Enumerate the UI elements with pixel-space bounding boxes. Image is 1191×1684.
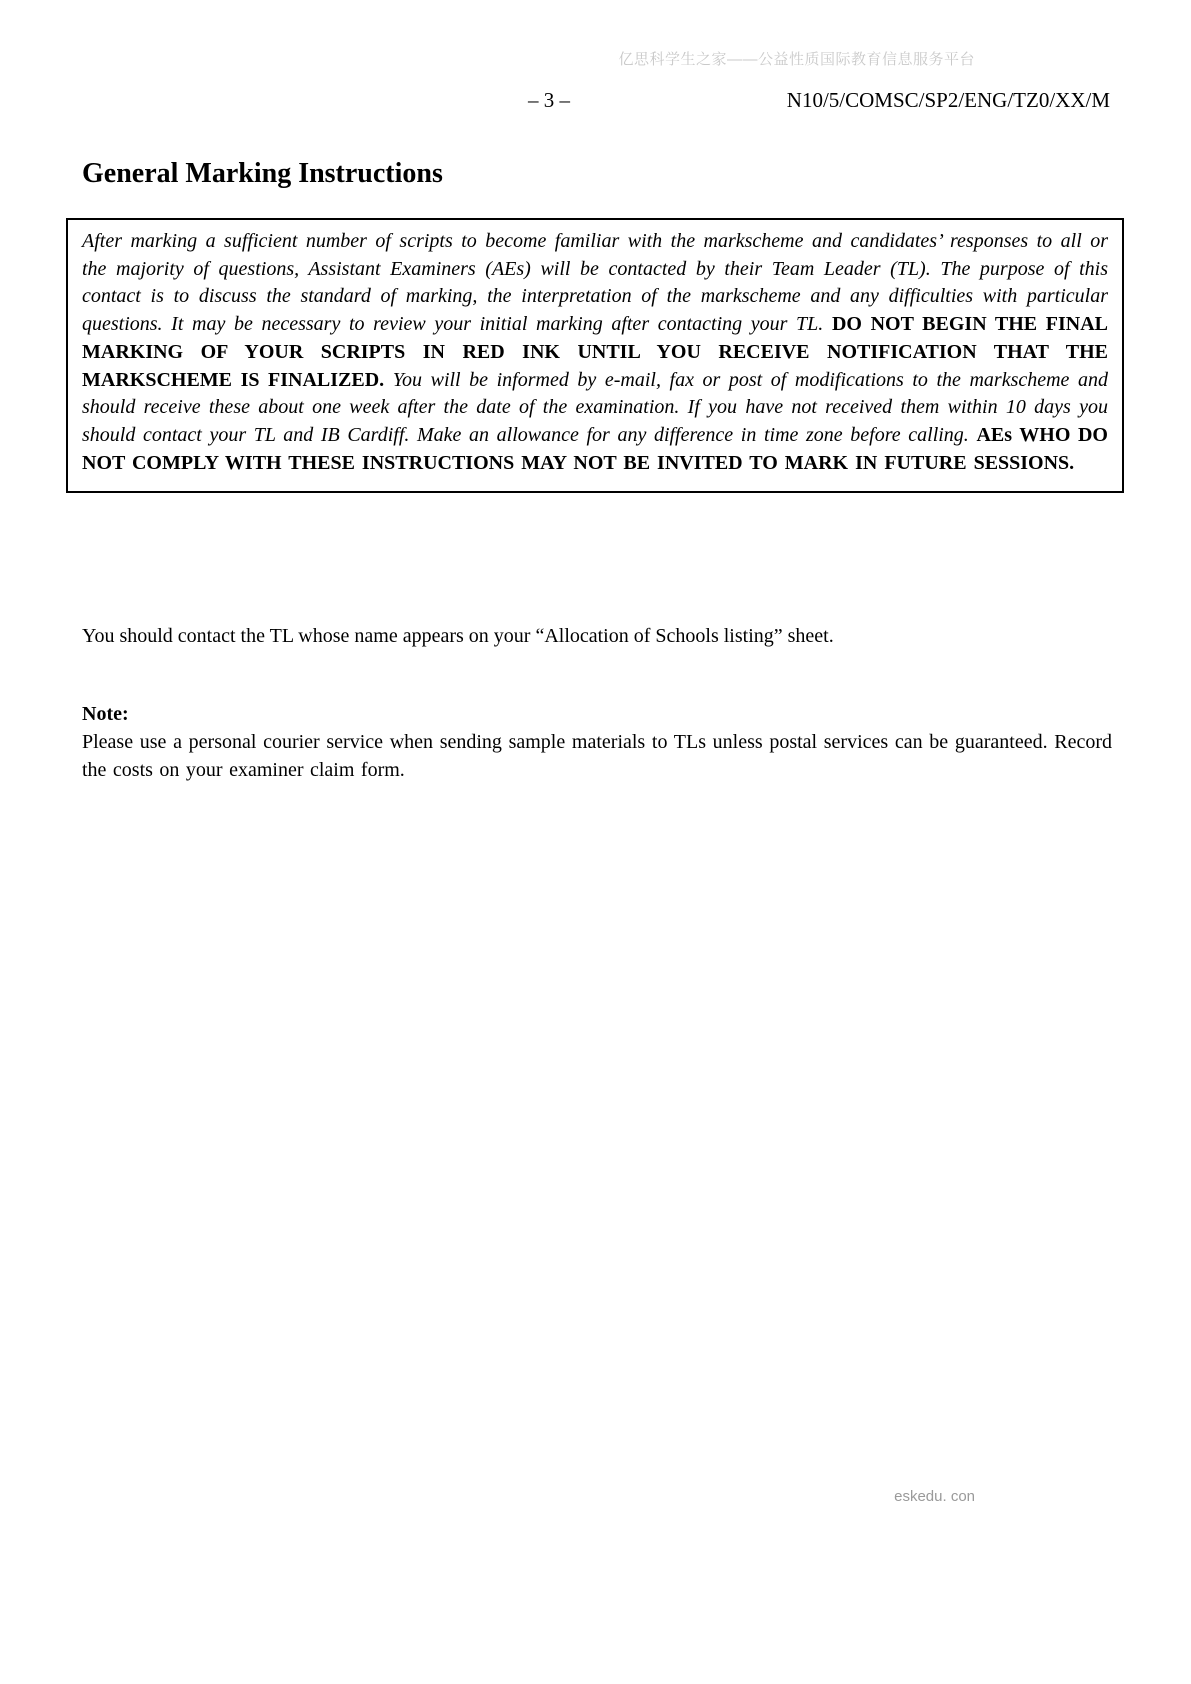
page-header (0, 88, 1191, 116)
contact-paragraph: You should contact the TL whose name appears on your “Allocation of Schools listing” sheet. (82, 625, 834, 647)
instructions-segment-bold-2: AEs WHO DO NOT COMPLY WITH THESE INSTRUCTIONS MAY NOT BE INVITED TO MARK IN FUTURE SESSIONS. (82, 423, 1108, 474)
page-title: General Marking Instructions (82, 158, 443, 189)
instructions-segment-italic-2: You will be informed by e-mail, fax or post of modifications to the markscheme and should receive these about one week after the date of the examination. If you have not received them within 10 days you should contact your TL and IB Cardiff. Make an allowance for any difference in time zone before calling. (82, 368, 1109, 446)
page-number: – 3 – (528, 88, 570, 112)
bottom-watermark: eskedu. con (894, 1488, 975, 1505)
note-paragraph: Please use a personal courier service when sending sample materials to TLs unless postal services can be guaranteed. Record the costs on your examiner claim form. (82, 731, 1112, 781)
top-watermark: 亿思科学生之家——公益性质国际教育信息服务平台 (618, 51, 975, 68)
instructions-segment-italic-1: After marking a sufficient number of scripts to become familiar with the markscheme and candidates’ responses to all or the majority of questions, Assistant Examiners (AEs) will be contacted by their Team Leader (TL). The purpose of this contact is to discuss the standard of marking, the interpretation of the markscheme and any difficulties with particular questions. It may be necessary to review your initial marking after contacting your TL. (82, 230, 1108, 336)
instructions-box (66, 218, 1124, 493)
note-label: Note: (82, 703, 129, 725)
paper-code: N10/5/COMSC/SP2/ENG/TZ0/XX/M (786, 88, 1110, 112)
instructions-segment-bold-1: DO NOT BEGIN THE FINAL MARKING OF YOUR SCRIPTS IN RED INK UNTIL YOU RECEIVE NOTIFICATION THAT THE MARKSCHEME IS FINALIZED. (82, 313, 1108, 391)
